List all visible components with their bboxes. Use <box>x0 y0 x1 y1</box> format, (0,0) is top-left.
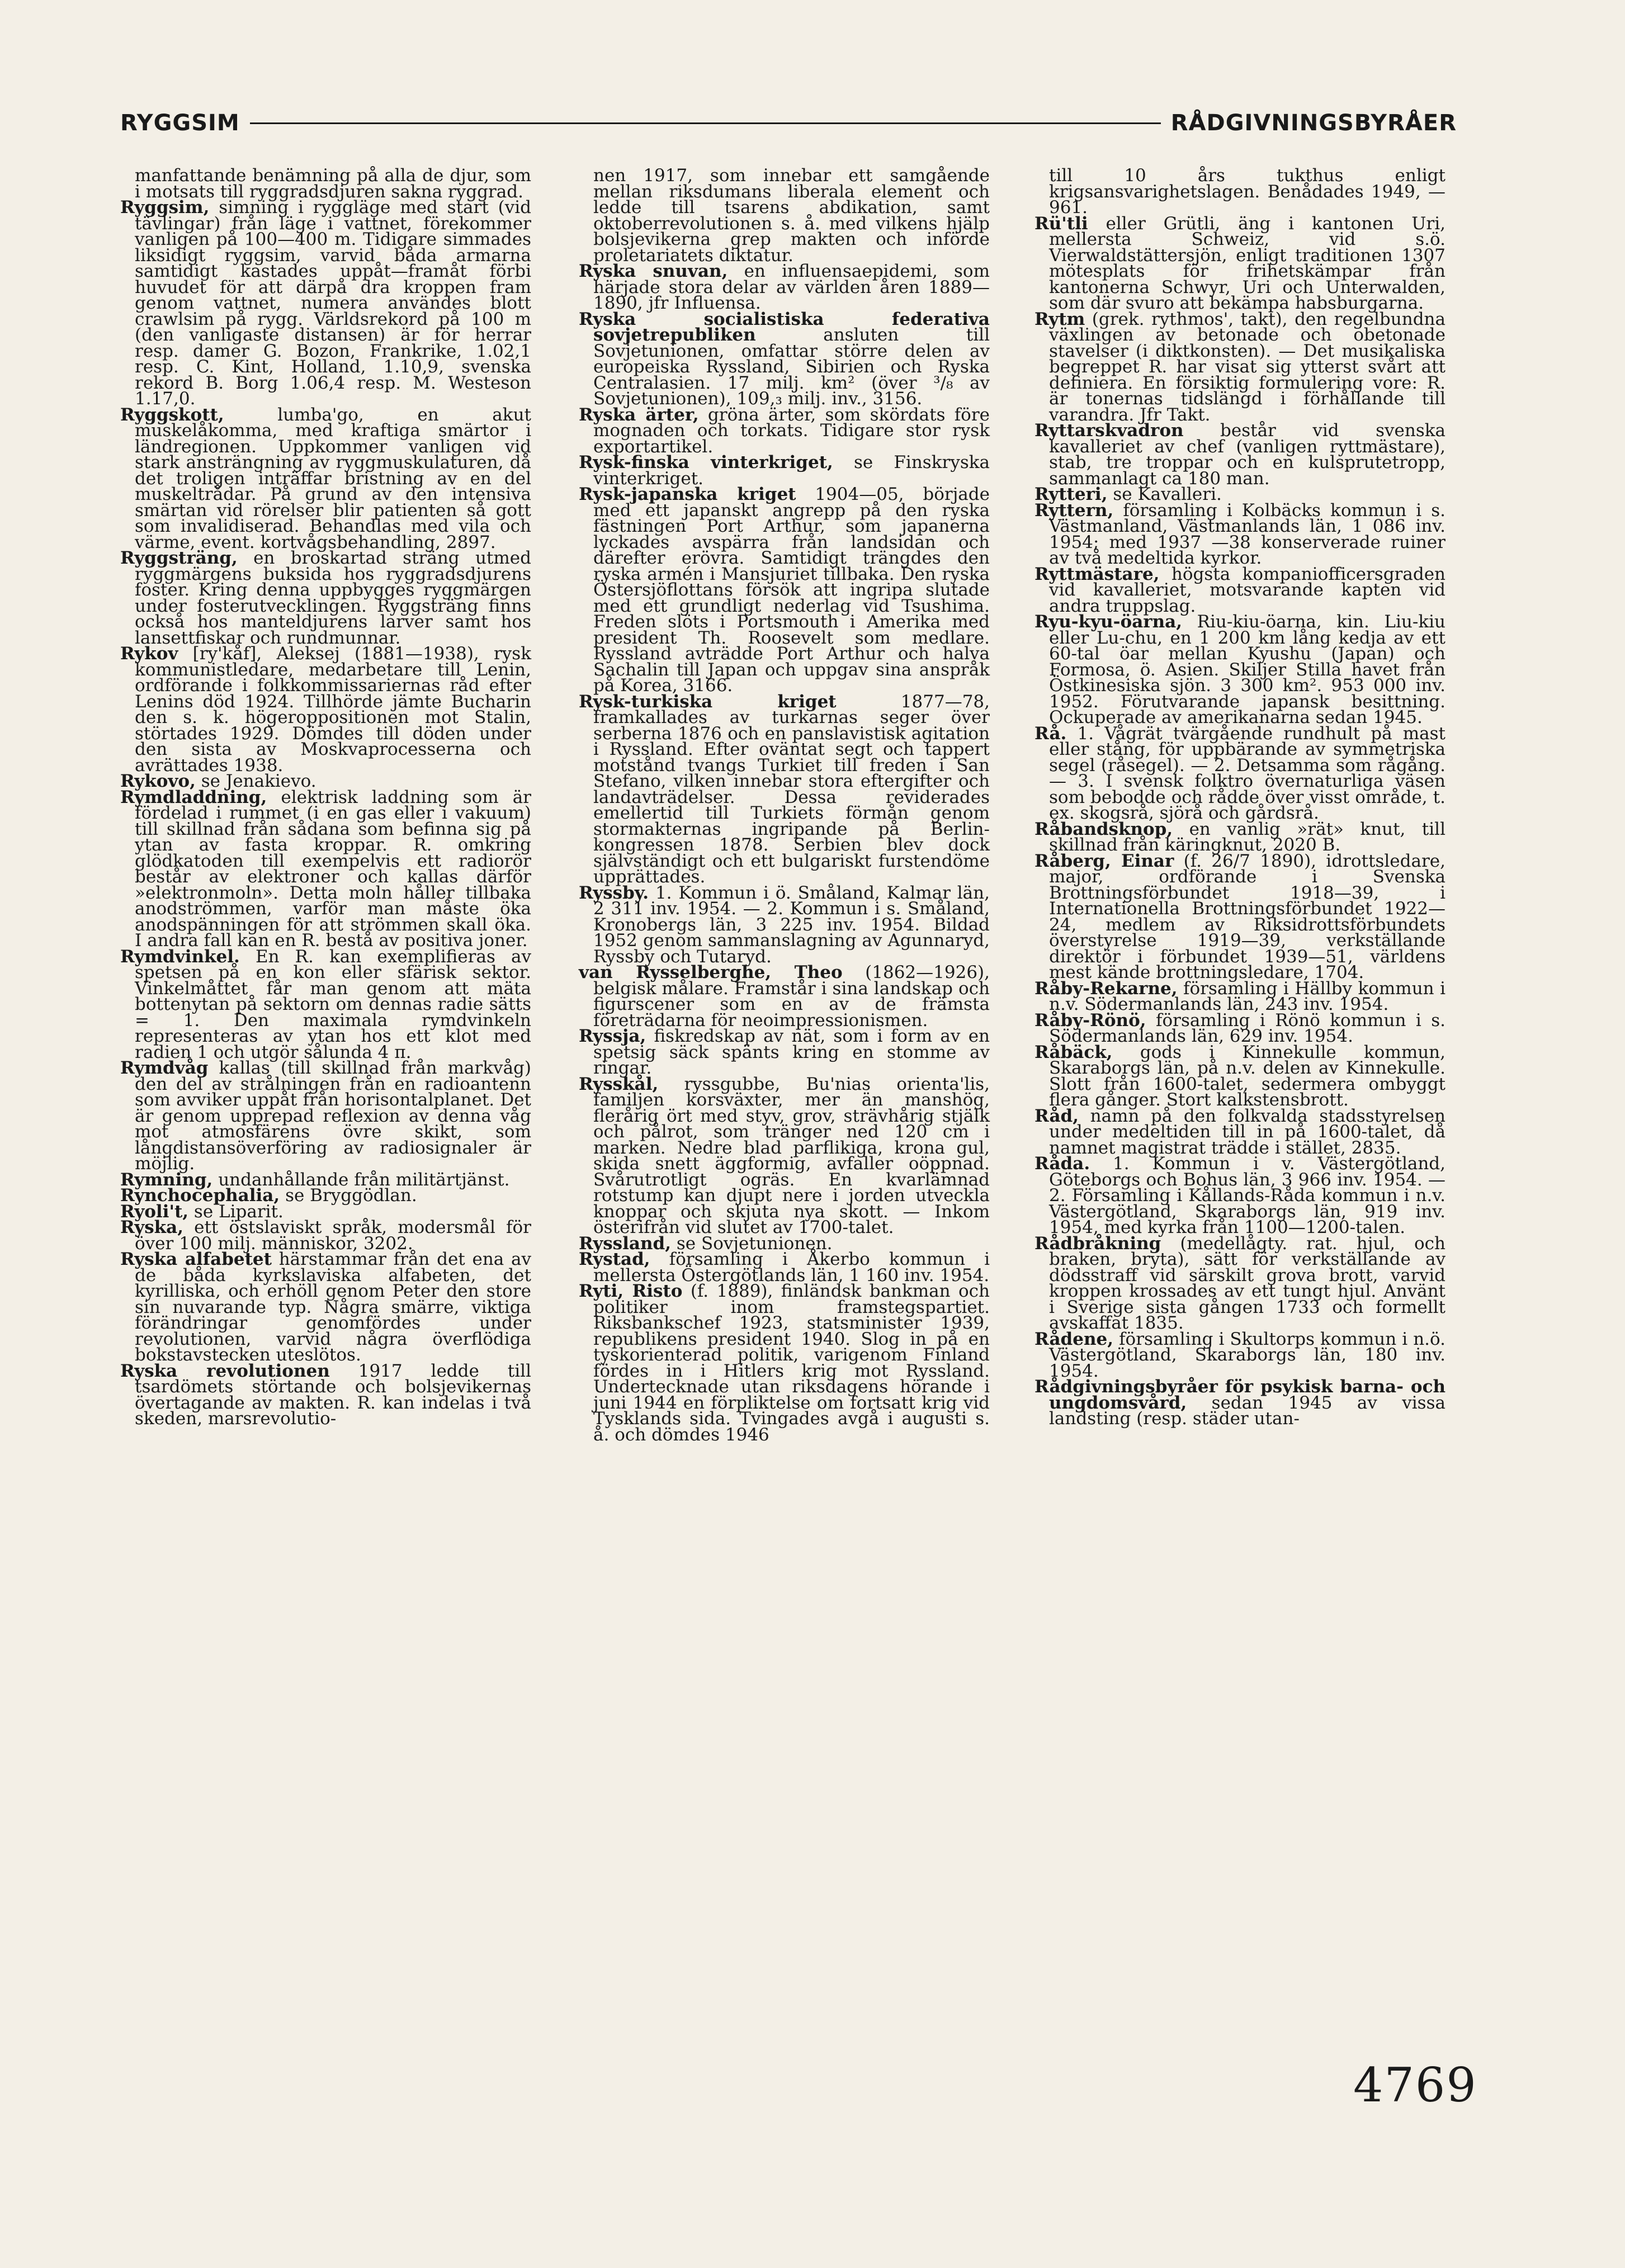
entry-text: gröna ärter, som skördats före mognaden och torkats. Tidigare stor rysk exportartikel. <box>593 404 990 457</box>
dictionary-entry <box>1034 420 1446 489</box>
dictionary-entry <box>1034 614 1446 726</box>
dictionary-entry <box>1034 1010 1446 1046</box>
entry-headword: Ryggsträng, <box>120 548 238 568</box>
entry-headword: Rymdladdning, <box>120 787 267 807</box>
entry-headword: Ryska revolutionen <box>120 1360 330 1381</box>
entry-text: eller Grütli, äng i kantonen Uri, mellersta Schweiz, vid s.ö. Vierwaldstättersjön, enligt traditionen 1307 mötesplats för frihetskämpar från kantonerna Schwyr, Uri och Unterwalden, som där svuro att bekämpa habsburgarna. <box>1049 213 1446 313</box>
entry-text: till 10 års tukthus enligt krigsansvarighetslagen. Benådades 1949, —961. <box>1049 166 1446 218</box>
dictionary-entry <box>579 1028 990 1076</box>
dictionary-entry <box>1034 168 1446 216</box>
dictionary-entry <box>579 486 990 694</box>
entry-text: församling i Skultorps kommun i n.ö. Västergötland, Skaraborgs län, 180 inv. 1954. <box>1049 1329 1446 1381</box>
dictionary-entry <box>579 1076 990 1236</box>
entry-text: sedan 1945 av vissa landsting (resp. städer utan- <box>1049 1392 1446 1429</box>
running-header <box>120 106 1457 140</box>
entry-text: ansluten till Sovjetunionen, omfattar större delen av europeiska Ryssland, Sibirien och Ryska Centralasien. 17 milj. km² (över ³/₈ av Sovjetunionen), 109,₃ milj. inv., 3156. <box>593 325 990 409</box>
entry-text: ett östslaviskt språk, modersmål för över 100 milj. människor, 3202. <box>135 1217 531 1254</box>
dictionary-entry <box>1034 1156 1446 1236</box>
entry-headword: Rymning, <box>120 1169 213 1190</box>
entry-text: 1. Kommun i ö. Småland, Kalmar län, 2 311 inv. 1954. — 2. Kommun i s. Småland, Kronobergs län, 3 225 inv. 1954. Bildad 1952 genom sammanslagning av Agunnaryd, Ryssby och Tutaryd. <box>593 882 990 967</box>
entry-headword: Rysk-finska vinterkriget, <box>579 452 833 472</box>
dictionary-entry <box>579 1283 990 1443</box>
dictionary-entry <box>1034 1233 1446 1333</box>
dictionary-entry <box>579 1249 990 1286</box>
dictionary-entry <box>1034 821 1446 853</box>
entry-text: församling i Kolbäcks kommun i s. Västmanland, Västmanlands län, 1 086 inv. 1954; med 1937 —38 konserverade ruiner av två medeltida kyrkor. <box>1049 500 1446 568</box>
entry-headword: Ryttmästare, <box>1034 564 1160 584</box>
entry-text: se Liparit. <box>193 1201 284 1222</box>
entry-headword: Råberg, Einar <box>1034 850 1174 871</box>
dictionary-entry <box>1034 311 1446 423</box>
dictionary-entry <box>120 404 531 552</box>
entry-headword: Råby-Rönö, <box>1034 1010 1146 1031</box>
entry-text: består vid svenska kavalleriet av chef (vanligen ryttmästare), stab, tre troppar och en kulsprutetropp, sammanlagt ca 180 man. <box>1049 420 1446 489</box>
entry-headword: Rysk-turkiska kriget <box>579 691 837 712</box>
entry-headword: Rytteri, <box>1034 484 1108 504</box>
entry-text: [ry'kåf], Aleksej (1881—1938), rysk kommunistledare, medarbetare till Lenin, ordförande i folkkommissariernas råd efter Lenins död 1924. Tillhörde jämte Bucharin den s. k. högeroppositionen mot Stalin, störtades 1929. Dömdes till döden under den sista av Moskvaprocesserna och avrättades 1938. <box>135 644 531 776</box>
entry-text: 1904—05, började med ett japanskt angrepp på den ryska fästningen Port Arthur, som japanerna lyckades avspärra från landsidan och därefter erövra. Samtidigt trängdes den ryska armén i Mansjuriet tillbaka. Den ryska Östersjöflottans försök att ingripa slutade med ett grundligt nederlag vid Tsushima. Freden slöts i Portsmouth i Amerika med president Th. Roosevelt som medlare. Ryssland avträdde Port Arthur och halva Sachalin till Japan och uppgav sina anspråk på Korea, 3166. <box>593 484 990 696</box>
dictionary-entry <box>120 168 531 200</box>
entry-text: elektrisk laddning som är fördelad i rummet (i en gas eller i vakuum) till skillnad från sådana som befinna sig på ytan av fasta kroppar. R. omkring glödkatoden till exempelvis ett radiorör består av elektroner och kallas därför »elektronmoln». Detta moln håller tillbaka anodströmmen, varför man måste öka anodspänningen för att strömmen skall öka. I andra fall kan en R. bestå av positiva joner. <box>135 787 531 951</box>
dictionary-entry <box>579 452 990 489</box>
dictionary-entry <box>1034 566 1446 615</box>
entry-text: undanhållande från militärtjänst. <box>218 1169 510 1190</box>
column-1 <box>120 168 531 1427</box>
entry-text: se Bryggödlan. <box>285 1185 417 1206</box>
entry-text: församling i Åkerbo kommun i mellersta Östergötlands län, 1 160 inv. 1954. <box>593 1249 990 1286</box>
entry-text: 1. Kommun i v. Västergötland, Göteborgs och Bohus län, 3 966 inv. 1954. — 2. Församling i Kållands-Råda kommun i n.v. Västergötland, Skaraborgs län, 919 inv. 1954, med kyrka från 1100—1200-talen. <box>1049 1154 1446 1237</box>
entry-text: 1. Vågrät tvärgående rundhult på mast eller stång, för uppbärande av symmetriska segel (råsegel). — 2. Detsamma som rågång. — 3. I svensk folktro övernaturliga väsen som bebodde och rådde över visst område, t. ex. skogsrå, sjörå och gårdsrå. <box>1049 723 1446 823</box>
entry-text: en broskartad sträng utmed ryggmärgens buksida hos ryggradsdjurens foster. Kring denna uppbygges ryggmärgen under fosterutvecklingen. Ryggsträng finns också hos manteldjurens larver samt hos lansettfiskar och rundmunnar. <box>135 548 531 648</box>
entry-headword: Ryssja, <box>579 1026 646 1046</box>
entry-headword: Ryska, <box>120 1217 184 1237</box>
dictionary-entry <box>579 166 990 266</box>
entry-headword: Råda. <box>1034 1154 1090 1174</box>
dictionary-entry <box>120 644 531 776</box>
entry-headword: Rysskål, <box>579 1074 659 1094</box>
dictionary-entry <box>1034 213 1446 313</box>
dictionary-entry <box>1034 723 1446 823</box>
entry-text: namn på den folkvalda stadsstyrelsen under medeltiden till in på 1600-talet, då namnet magistrat trädde i stället, 2835. <box>1049 1105 1446 1158</box>
entry-text: (grek. rythmos', takt), den regelbundna växlingen av betonade och obetonade stavelser (i diktkonsten). — Det musikaliska begreppet R. har visat sig ytterst svårt att definiera. En försiktig formulering vore: R. är tonernas tidslängd i förhållande till varandra. Jfr Takt. <box>1049 309 1446 425</box>
entry-text: En R. kan exemplifieras av spetsen på en kon eller sfärisk sektor. Vinkelmåttet får man genom att mäta bottenytan på sektorn om dennas radie sätts = 1. Den maximala rymdvinkeln representeras av ytan hos ett klot med radien 1 och utgör sålunda 4 π. <box>135 946 531 1062</box>
entry-headword: Råby-Rekarne, <box>1034 978 1178 999</box>
entry-headword: Rå. <box>1034 723 1067 744</box>
dictionary-entry <box>120 550 531 646</box>
entry-text: Riu-kiu-öarna, kin. Liu-kiu eller Lu-chu, en 1 200 km lång kedja av ett 60-tal öar mellan Kyushu (Japan) och Formosa, ö. Asien. Skiljer Stilla havet från Östkinesiska sjön. 3 300 km². 953 000 inv. 1952. Förutvarande japansk besittning. Ockuperade av amerikanarna sedan 1945. <box>1049 612 1446 727</box>
entry-headword: Ryska alfabetet <box>120 1249 272 1269</box>
dictionary-entry <box>120 946 531 1062</box>
entry-headword: Rysk-japanska kriget <box>579 484 796 504</box>
entry-headword: Råd, <box>1034 1105 1079 1126</box>
entry-text: församling i Hällby kommun i n.v. Södermanlands län, 243 inv. 1954. <box>1049 978 1446 1014</box>
entry-text: en influensaepidemi, som härjade stora delar av världen åren 1889—1890, jfr Influensa. <box>593 261 990 313</box>
entry-headword: Rystad, <box>579 1249 650 1269</box>
entry-text: se Kavalleri. <box>1113 484 1222 504</box>
entry-text: (1862—1926), belgisk målare. Framstår i sina landskap och figurscener som en av de främsta företrädarna för neoimpressionismen. <box>593 962 990 1031</box>
dictionary-entry <box>579 311 990 407</box>
entry-headword: Rymdvinkel. <box>120 946 240 967</box>
entry-headword: Rådene, <box>1034 1329 1114 1349</box>
entry-text: 1877—78, framkallades av turkarnas seger över serberna 1876 och en panslavistisk agitation i Ryssland. Efter oväntat segt och tappert motstånd tvangs Turkiet till freden i San Stefano, vilken innebar stora eftergifter och landavträdelser. Dessa reviderades emellertid till Turkiets förmån genom stormakternas ingripande på Berlin-kongressen 1878. Serbien blev dock självständigt och ett bulgariskt furstendöme upprättades. <box>593 691 990 887</box>
entry-text: fiskredskap av nät, som i form av en spetsig säck spänts kring en stomme av ringar. <box>593 1026 990 1078</box>
entry-headword: Ryssland, <box>579 1233 672 1254</box>
dictionary-entry <box>579 263 990 311</box>
entry-text: härstammar från det ena av de båda kyrkslaviska alfabeten, det kyrilliska, och erhöll genom Peter den store sin nuvarande typ. Några smärre, viktiga förändringar genomfördes under revolutionen, varvid några överflödiga bokstavstecken uteslötos. <box>135 1249 531 1365</box>
entry-headword: Rådgivningsbyråer för psykisk barna- och ungdomsvård, <box>1034 1377 1446 1413</box>
entry-headword: Ryggsim, <box>120 197 210 218</box>
dictionary-entry <box>1034 1105 1446 1158</box>
column-3 <box>1034 168 1446 1427</box>
entry-headword: Rykov <box>120 644 178 664</box>
column-2 <box>579 168 990 1443</box>
entry-headword: Råbandsknop, <box>1034 819 1173 839</box>
entry-text: manfattande benämning på alla de djur, som i motsats till ryggradsdjuren sakna ryggrad. <box>135 166 531 202</box>
entry-text: lumba'go, en akut muskelåkomma, med kraftiga smärtor i ländregionen. Uppkommer vanligen vid stark ansträngning av ryggmuskulaturen, då det troligen inträffar bristning av en del muskeltrådar. På grund av den intensiva smärtan vid rörelser blir patienten så gott som invalidiserad. Behandlas med vila och värme, event. kortvågsbehandling, 2897. <box>135 404 531 552</box>
header-right-keyword: RÅDGIVNINGSBYRÅER <box>1170 110 1457 136</box>
entry-headword: Ryttern, <box>1034 500 1114 521</box>
entry-headword: Ryoli't, <box>120 1201 189 1222</box>
entry-text: 1917 ledde till tsardömets störtande och bolsjevikernas övertagande av makten. R. kan indelas i två skeden, marsrevolutio- <box>135 1360 531 1429</box>
entry-headword: Ryssby. <box>579 882 649 903</box>
entry-headword: van Rysselberghe, Theo <box>579 962 843 982</box>
dictionary-entry <box>1034 1379 1446 1427</box>
entry-text: se Jenakievo. <box>201 771 317 791</box>
entry-headword: Ryu-kyu-öarna, <box>1034 612 1183 632</box>
entry-headword: Rådbråkning <box>1034 1233 1161 1254</box>
dictionary-entry <box>1034 850 1446 982</box>
entry-headword: Ryska ärter, <box>579 404 699 425</box>
entry-text: simning i ryggläge med start (vid tävlingar) från läge i vattnet, förekommer vanligen på 100—400 m. Tidigare simmades liksidigt ryggsim, varvid båda armarna samtidigt kastades uppåt—framåt förbi huvudet för att därpå dra kroppen fram genom vattnet, numera användes blott crawlsim på rygg. Världsrekord på 100 m (den vanligaste distansen) är för herrar resp. damer G. Bozon, Frankrike, 1.02,1 resp. C. Kint, Holland, 1.10,9, svenska rekord B. Borg 1.06,4 resp. M. Westeson 1.17,0. <box>135 197 532 409</box>
dictionary-entry <box>579 691 990 887</box>
entry-text: (f. 1889), finländsk bankman och politiker inom framstegspartiet. Riksbankschef 1923, statsminister 1939, republikens president 1940. Slog in på en tyskorienterad politik, varigenom Finland fördes in i Hitlers krig mot Ryssland. Undertecknade utan riksdagens hörande i juni 1944 en förpliktelse om fortsatt krig vid Tysklands sida. Tvingades avgå i augusti s. å. och dömdes 1946 <box>593 1281 990 1445</box>
dictionary-entry <box>579 962 990 1031</box>
dictionary-entry <box>120 1060 531 1172</box>
entry-headword: Rü'tli <box>1034 213 1088 234</box>
entry-headword: Rytm <box>1034 309 1085 329</box>
entry-headword: Ryttarskvadron <box>1034 420 1184 441</box>
entry-text: se Finskryska vinterkriget. <box>593 452 990 489</box>
page-number: 4769 <box>1353 2058 1477 2113</box>
entry-text: församling i Rönö kommun i s. Södermanlands län, 629 inv. 1954. <box>1049 1010 1446 1046</box>
dictionary-entry <box>120 1360 531 1429</box>
header-rule <box>250 122 1161 124</box>
entry-headword: Ryti, Risto <box>579 1281 683 1301</box>
dictionary-entry <box>1034 500 1446 568</box>
entry-headword: Rykovo, <box>120 771 196 791</box>
dictionary-entry <box>1034 1042 1446 1110</box>
entry-text: ryssgubbe, Bu'nias orienta'lis, familjen korsväxter, mer än manshög, flerårig ört med styv, grov, strävhårig stjälk och pålrot, som tränger ned 120 cm i marken. Nedre blad parflikiga, krona gul, skida snett äggformig, avfaller oöppnad. Svårutrotligt ogräs. En kvarlämnad rotstump kan djupt nere i jorden utveckla knoppar och skjuta nya skott. — Inkom österifrån vid slutet av 1700-talet. <box>593 1074 990 1237</box>
entry-headword: Rynchocephalia, <box>120 1185 280 1206</box>
entry-headword: Ryggskott, <box>120 404 224 425</box>
dictionary-entry <box>120 787 531 951</box>
entry-text: nen 1917, som innebar ett samgående mellan riksdumans liberala element och ledde till tsarens abdikation, samt oktoberrevolutionen s. å. med vilkens hjälp bolsjevikerna grep makten och införde proletariatets diktatur. <box>593 166 990 266</box>
dictionary-entry <box>120 1217 531 1254</box>
header-left-keyword: RYGGSIM <box>120 110 240 136</box>
dictionary-entry <box>579 404 990 457</box>
dictionary-entry <box>120 197 532 409</box>
entry-text: kallas (till skillnad från markvåg) den del av strålningen från en radioantenn som avviker uppåt från horisontalplanet. Det är genom upprepad reflexion av denna våg mot atmosfärens övre skikt, som långdistansöverföring av radiosignaler är möjlig. <box>135 1058 531 1174</box>
entry-headword: Ryska socialistiska federativa sovjetrepubliken <box>579 309 990 345</box>
entry-headword: Rymdvåg <box>120 1058 209 1078</box>
dictionary-entry <box>120 1251 531 1363</box>
entry-headword: Råbäck, <box>1034 1042 1113 1062</box>
entry-text: gods i Kinnekulle kommun, Skaraborgs län, på n.v. delen av Kinnekulle. Slott från 1600-talet, sedermera ombyggt flera gånger. Stort kalkstensbrott. <box>1049 1042 1446 1110</box>
entry-headword: Ryska snuvan, <box>579 261 728 281</box>
entry-text: högsta kompaniofficersgraden vid kavalleriet, motsvarande kapten vid andra truppslag. <box>1049 564 1446 616</box>
entry-text: se Sovjetunionen. <box>676 1233 833 1254</box>
dictionary-entry <box>579 882 990 967</box>
dictionary-entry <box>1034 978 1446 1014</box>
entry-text: (f. 26/7 1890), idrottsledare, major, ordförande i Svenska Brottningsförbundet 1918—39, i Internationella Brottningsförbundet 1922—24, medlem av Riksidrottsförbundets överstyrelse 1919—39, verkställande direktör i förbundet 1939—51, världens mest kände brottningsledare, 1704. <box>1049 850 1446 982</box>
entry-text: en vanlig »rät» knut, till skillnad från käringknut, 2020 B. <box>1049 819 1446 855</box>
entry-text: (medellågty. rat. hjul, och braken, bryta), sätt för verkställande av dödsstraff vid särskilt grova brott, varvid kroppen krossades av ett tungt hjul. Använt i Sverige sista gången 1733 och formellt avskaffat 1835. <box>1049 1233 1446 1333</box>
dictionary-entry <box>1034 1331 1446 1379</box>
